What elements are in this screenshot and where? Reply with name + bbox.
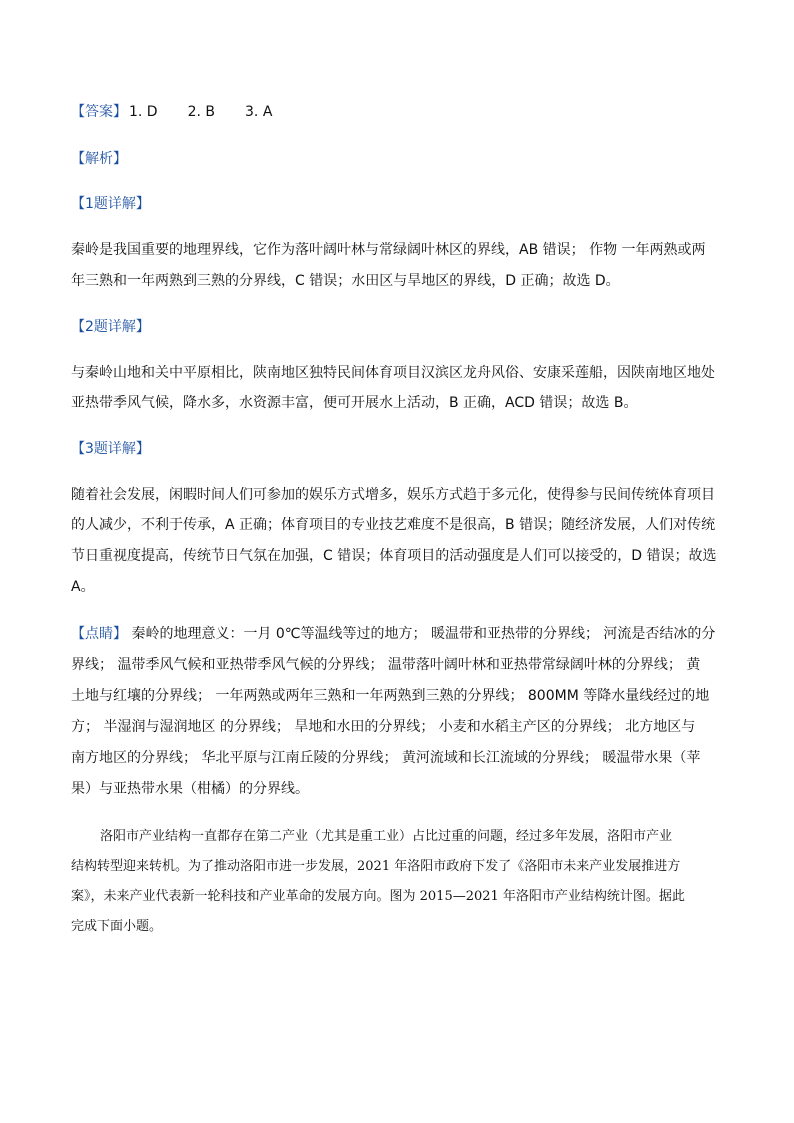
section-2-line-1: 与秦岭山地和关中平原相比，陕南地区独特民间体育项目汉滨区龙舟风俗、安康采莲船，因陕南地区地处 xyxy=(71,365,715,381)
section-3-heading: 【3题详解】 xyxy=(71,441,150,457)
tip-line-2: 界线； 温带季风气候和亚热带季风气候的分界线； 温带落叶阔叶林和亚热带常绿阔叶林的分界线； 黄 xyxy=(71,657,701,673)
section-3-line-1: 随着社会发展，闲暇时间人们可参加的娱乐方式增多，娱乐方式趋于多元化，使得参与民间传统体育项目 xyxy=(71,487,715,503)
tip-line-4: 方； 半湿润与湿润地区 的分界线； 旱地和水田的分界线； 小麦和水稻主产区的分界线； 北方地区与 xyxy=(71,719,696,735)
section-1-line-2: 年三熟和一年两熟到三熟的分界线，C 错误；水田区与旱地区的界线，D 正确；故选 D。 xyxy=(71,273,620,289)
section-3-line-4: A。 xyxy=(71,579,95,595)
answer-item-2: 2. B xyxy=(187,104,216,120)
tip-line-6: 果）与亚热带水果（柑橘）的分界线。 xyxy=(71,781,309,797)
section-3-line-2: 的人减少，不利于传承，A 正确；体育项目的专业技艺难度不是很高，B 错误；随经济发展，人们对传统 xyxy=(71,517,716,533)
answer-label: 【答案】 xyxy=(71,104,127,120)
tip-text-1: 秦岭的地理意义：一月 0℃等温线等过的地方； 暖温带和亚热带的分界线； 河流是否结冰的分 xyxy=(127,626,716,642)
answer-item-1: 1. D xyxy=(129,104,158,120)
section-2-line-2: 亚热带季风气候，降水多，水资源丰富，便可开展水上活动，B 正确，ACD 错误；故选 B。 xyxy=(71,395,638,411)
tip-line-5: 南方地区的分界线； 华北平原与江南丘陵的分界线； 黄河流域和长江流域的分界线； 暖温带水果（苹 xyxy=(71,750,701,766)
tip-line-3: 土地与红壤的分界线； 一年两熟或两年三熟和一年两熟到三熟的分界线； 800MM 等降水量线经过的地 xyxy=(71,688,710,704)
answer-line xyxy=(71,103,302,121)
passage-line-1: 洛阳市产业结构一直都存在第二产业（尤其是重工业）占比过重的问题，经过多年发展，洛阳市产业 xyxy=(100,829,673,844)
tip-line-1 xyxy=(71,625,715,643)
tip-label: 【点睛】 xyxy=(71,626,127,642)
analysis-label: 【解析】 xyxy=(71,151,127,167)
section-1-line-1: 秦岭是我国重要的地理界线，它作为落叶阔叶林与常绿阔叶林区的界线，AB 错误； 作物 一年两熟或两 xyxy=(71,242,706,258)
passage-line-4: 完成下面小题。 xyxy=(71,919,163,934)
passage-line-3: 案》，未来产业代表新一轮科技和产业革命的发展方向。图为 2015—2021 年洛阳市产业结构统计图。据此 xyxy=(71,889,685,904)
section-2-heading: 【2题详解】 xyxy=(71,319,150,335)
passage-line-2: 结构转型迎来转机。为了推动洛阳市进一步发展，2021 年洛阳市政府下发了《洛阳市未来产业发展推进方 xyxy=(71,859,681,874)
section-3-line-3: 节日重视度提高，传统节日气氛在加强，C 错误；体育项目的活动强度是人们可以接受的，D 错误；故选 xyxy=(71,548,717,564)
answer-item-3: 3. A xyxy=(245,104,273,120)
section-1-heading: 【1题详解】 xyxy=(71,196,150,212)
